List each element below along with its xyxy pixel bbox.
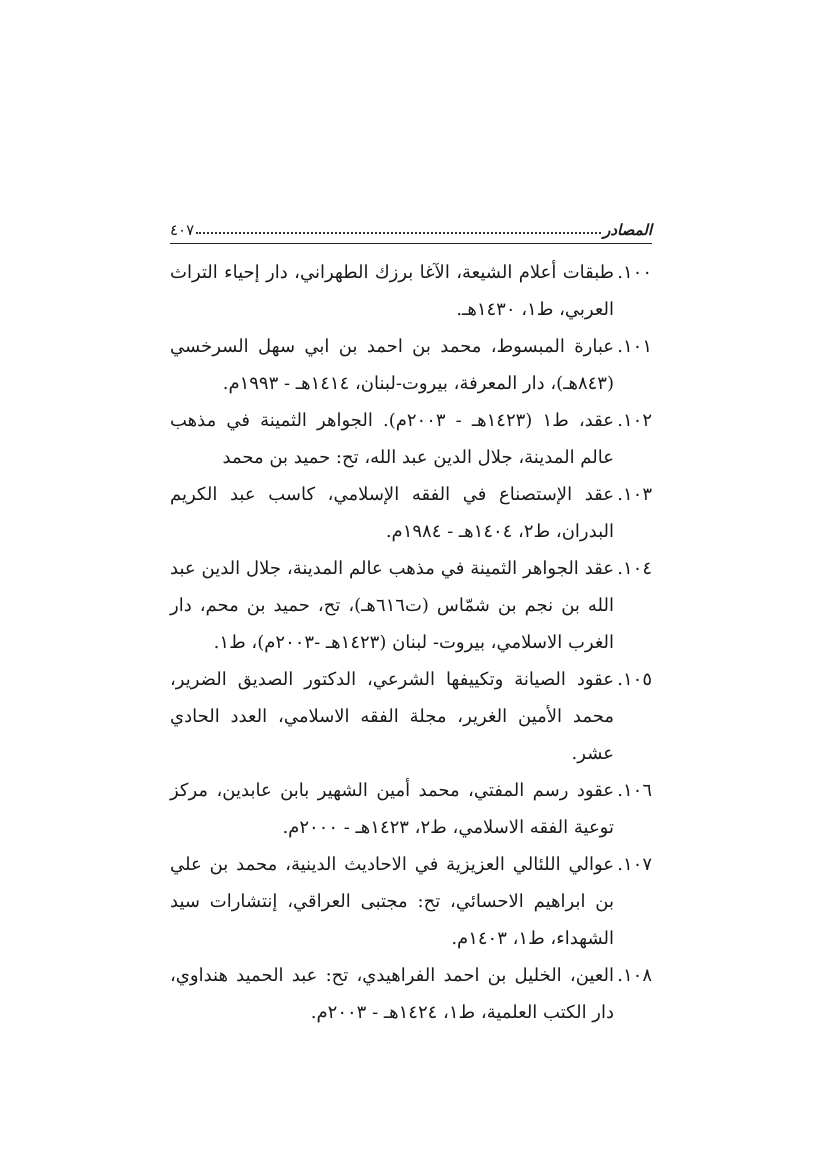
reference-number: ١٠٥. (617, 669, 652, 690)
reference-entry (170, 772, 652, 846)
reference-number: ١٠٣. (617, 484, 652, 505)
header-title: المصادر (603, 221, 652, 239)
reference-text: عقود الصيانة وتكييفها الشرعي، الدكتور الصديق الضرير، محمد الأمين الغرير، مجلة الفقه الاسلامي، العدد الحادي عشر. (170, 669, 614, 764)
reference-entry (170, 550, 652, 661)
reference-entry (170, 254, 652, 328)
reference-text: عبارة المبسوط، محمد بن احمد بن ابي سهل السرخسي (٨٤٣هـ)، دار المعرفة، بيروت-لبنان، ١٤١٤هـ - ١٩٩٣م. (170, 336, 614, 394)
reference-entry (170, 846, 652, 957)
running-header (170, 214, 652, 244)
reference-list (170, 254, 652, 1031)
reference-number: ١٠٨. (617, 965, 652, 986)
reference-text: عقد الإستصناع في الفقه الإسلامي، كاسب عبد الكريم البدران، ط٢، ١٤٠٤هـ - ١٩٨٤م. (170, 484, 614, 542)
reference-entry (170, 328, 652, 402)
reference-number: ١٠١. (617, 336, 652, 357)
reference-text: طبقات أعلام الشيعة، الآغا برزك الطهراني، دار إحياء التراث العربي، ط١، ١٤٣٠هـ. (170, 262, 614, 320)
reference-entry (170, 476, 652, 550)
reference-entry (170, 957, 652, 1031)
reference-number: ١٠٠. (617, 262, 652, 283)
reference-text: العين، الخليل بن احمد الفراهيدي، تح: عبد الحميد هنداوي، دار الكتب العلمية، ط١، ١٤٢٤هـ - ٢٠٠٣م. (170, 965, 614, 1023)
page-number: ٤٠٧ (170, 221, 195, 239)
reference-number: ١٠٢. (617, 410, 652, 431)
reference-text: عوالي اللئالي العزيزية في الاحاديث الدينية، محمد بن علي بن ابراهيم الاحسائي، تح: مجتبى العراقي، إنتشارات سيد الشهداء، ط١، ١٤٠٣م. (170, 854, 614, 949)
reference-entry (170, 661, 652, 772)
reference-number: ١٠٦. (617, 780, 652, 801)
reference-number: ١٠٤. (617, 558, 652, 579)
reference-text: عقود رسم المفتي، محمد أمين الشهير بابن عابدين، مركز توعية الفقه الاسلامي، ط٢، ١٤٢٣هـ - ٢٠٠٠م. (170, 780, 614, 838)
reference-text: عقد الجواهر الثمينة في مذهب عالم المدينة، جلال الدين عبد الله بن نجم بن شمّاس (ت٦١٦هـ)، تح، حميد بن محم، دار الغرب الاسلامي، بيروت- لبنان (١٤٢٣هـ -٢٠٠٣م)، ط١. (170, 558, 614, 653)
reference-text: عقد، ط١ (١٤٢٣هـ - ٢٠٠٣م). الجواهر الثمينة في مذهب عالم المدينة، جلال الدين عبد الله، تح: حميد بن محمد (170, 410, 614, 468)
reference-entry (170, 402, 652, 476)
header-dot-leader (196, 232, 601, 234)
reference-number: ١٠٧. (617, 854, 652, 875)
